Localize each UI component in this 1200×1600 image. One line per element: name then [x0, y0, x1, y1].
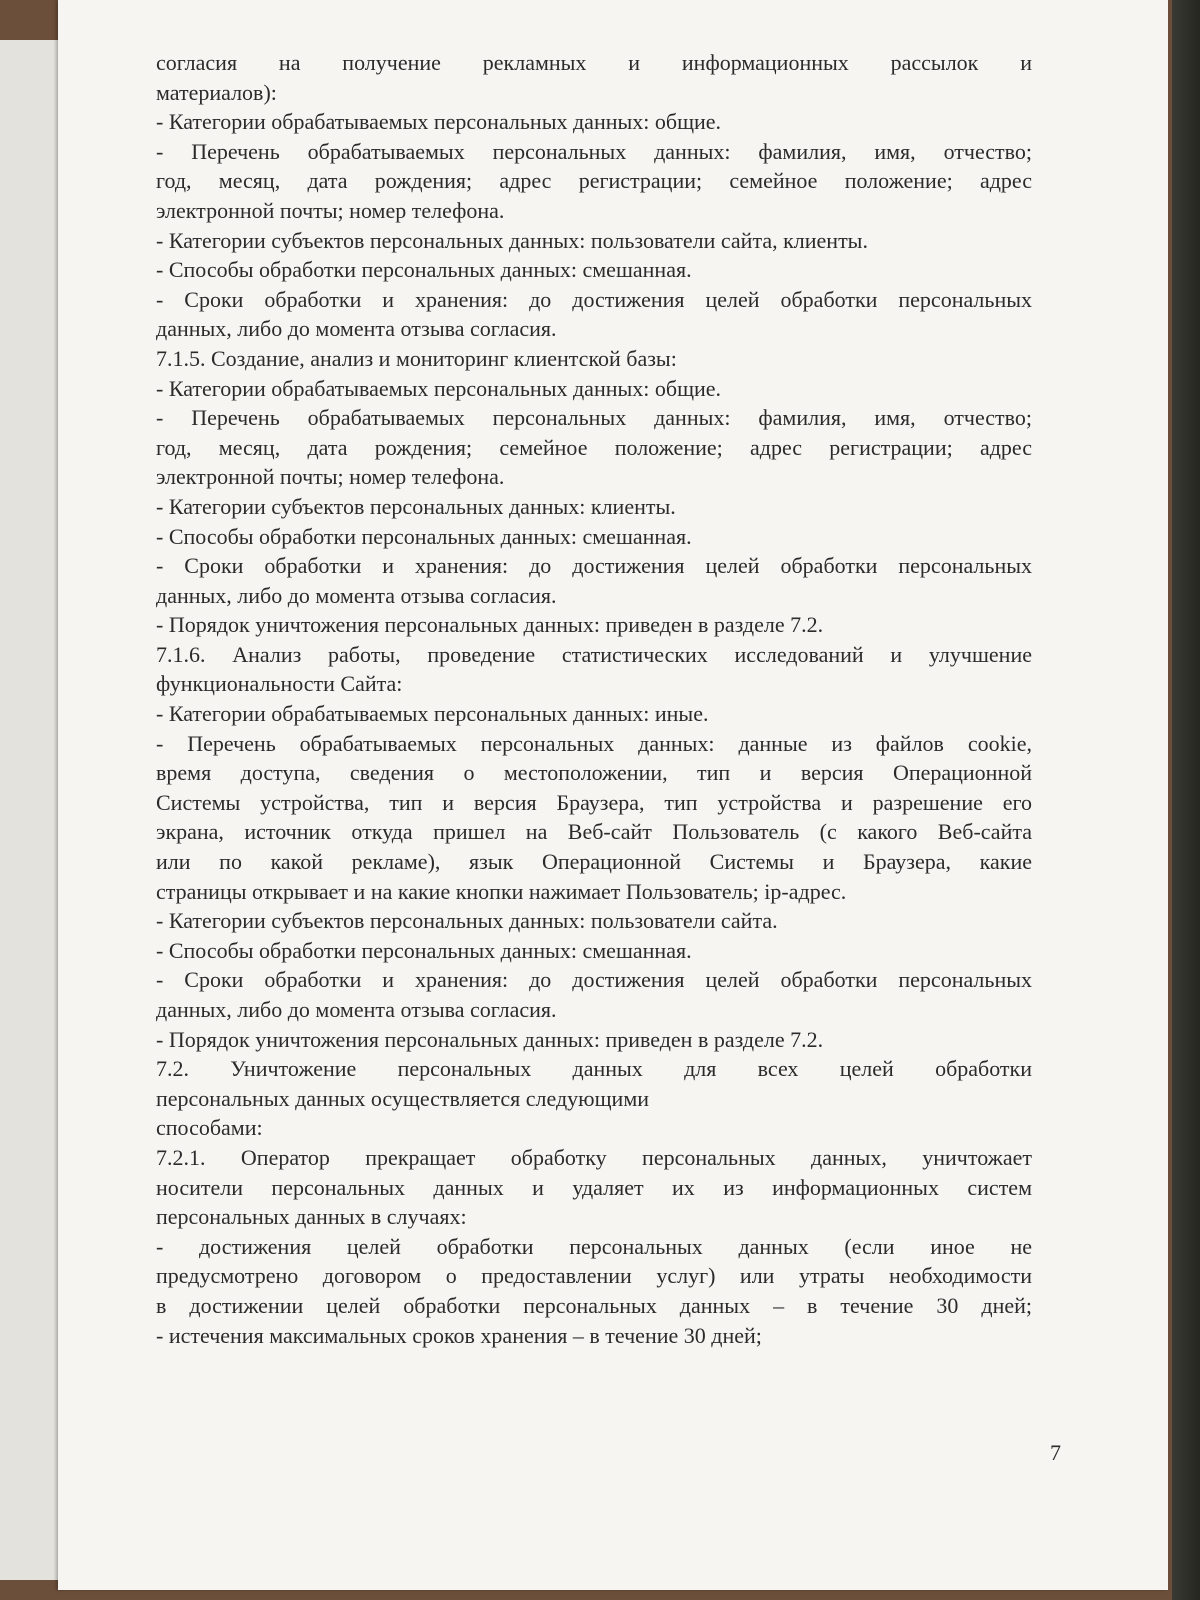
text-line: время доступа, сведения о местоположении, тип и версия Операционной	[156, 760, 1032, 786]
text-line: - Порядок уничтожения персональных данных: приведен в разделе 7.2.	[156, 1026, 824, 1052]
text-line: способами:	[156, 1115, 263, 1141]
text-line: страницы открывает и на какие кнопки нажимает Пользователь; ip-адрес.	[156, 878, 847, 904]
text-line: 7.2. Уничтожение персональных данных для всех целей обработки	[156, 1056, 1032, 1082]
text-line: - Перечень обрабатываемых персональных данных: фамилия, имя, отчество;	[156, 405, 1032, 431]
text-line: данных, либо до момента отзыва согласия.	[156, 582, 557, 608]
text-line: - истечения максимальных сроков хранения – в течение 30 дней;	[156, 1322, 762, 1348]
text-line: персональных данных в случаях:	[156, 1204, 467, 1230]
text-line: - Категории обрабатываемых персональных данных: иные.	[156, 701, 709, 727]
text-line: - Сроки обработки и хранения: до достижения целей обработки персональных	[156, 967, 1032, 993]
text-line: - Категории субъектов персональных данных: пользователи сайта.	[156, 908, 778, 934]
text-line: Системы устройства, тип и версия Браузера, тип устройства и разрешение его	[156, 789, 1032, 815]
text-line: - Категории обрабатываемых персональных данных: общие.	[156, 375, 722, 401]
text-line: год, месяц, дата рождения; семейное положение; адрес регистрации; адрес	[156, 434, 1032, 460]
text-line: - Способы обработки персональных данных: смешанная.	[156, 523, 692, 549]
text-line: - Перечень обрабатываемых персональных данных: фамилия, имя, отчество;	[156, 138, 1032, 164]
text-line: - Сроки обработки и хранения: до достижения целей обработки персональных	[156, 553, 1032, 579]
text-line: персональных данных осуществляется следующими	[156, 1085, 650, 1111]
text-line: 7.1.6. Анализ работы, проведение статистических исследований и улучшение	[156, 641, 1032, 667]
text-line: данных, либо до момента отзыва согласия.	[156, 997, 557, 1022]
text-line: 7.1.5. Создание, анализ и мониторинг клиентской базы:	[156, 345, 677, 371]
text-line: носители персональных данных и удаляет их из информационных систем	[156, 1174, 1032, 1200]
text-line: - Способы обработки персональных данных: смешанная.	[156, 257, 692, 283]
text-line: или по какой рекламе), язык Операционной Системы и Браузера, какие	[156, 849, 1032, 875]
text-line: материалов):	[156, 79, 277, 105]
document-body	[156, 48, 1032, 1350]
text-line: - Порядок уничтожения персональных данных: приведен в разделе 7.2.	[156, 612, 824, 638]
text-line: согласия на получение рекламных и информационных рассылок и	[156, 50, 1032, 75]
text-line: экрана, источник откуда пришел на Веб-сайт Пользователь (с какого Веб-сайта	[156, 819, 1032, 845]
text-line: электронной почты; номер телефона.	[156, 464, 505, 490]
text-line: - Сроки обработки и хранения: до достижения целей обработки персональных	[156, 286, 1032, 312]
text-line: - Категории субъектов персональных данных: клиенты.	[156, 493, 676, 519]
text-line: год, месяц, дата рождения; адрес регистрации; семейное положение; адрес	[156, 168, 1032, 194]
text-line: электронной почты; номер телефона.	[156, 197, 505, 223]
page-number: 7	[1050, 1440, 1061, 1465]
text-line: - Перечень обрабатываемых персональных данных: данные из файлов cookie,	[156, 730, 1032, 756]
text-line: данных, либо до момента отзыва согласия.	[156, 316, 557, 342]
text-line: 7.2.1. Оператор прекращает обработку персональных данных, уничтожает	[156, 1144, 1032, 1170]
text-line: предусмотрено договором о предоставлении услуг) или утраты необходимости	[156, 1263, 1032, 1289]
text-line: - Категории субъектов персональных данных: пользователи сайта, клиенты.	[156, 227, 868, 253]
background-right-edge	[1172, 0, 1200, 1600]
text-line: - Категории обрабатываемых персональных данных: общие.	[156, 109, 722, 135]
text-line: в достижении целей обработки персональных данных – в течение 30 дней;	[156, 1292, 1032, 1318]
text-line: - Способы обработки персональных данных: смешанная.	[156, 937, 692, 963]
text-line: функциональности Сайта:	[156, 671, 403, 697]
text-line: - достижения целей обработки персональных данных (если иное не	[156, 1233, 1032, 1259]
